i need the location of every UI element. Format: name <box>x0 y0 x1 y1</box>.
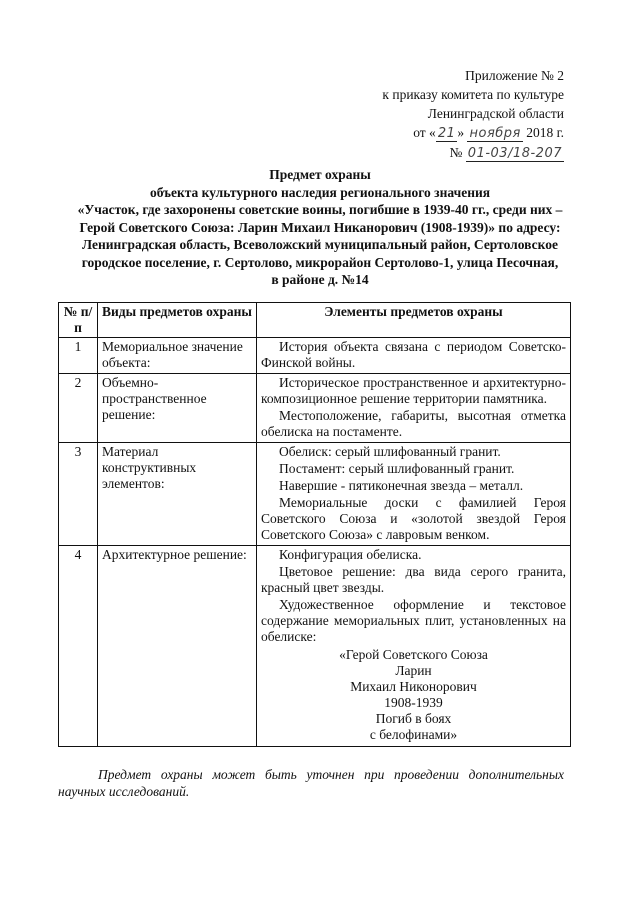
element-paragraph: Обелиск: серый шлифованный гранит. <box>279 444 501 459</box>
title-line-6: городское поселение, г. Сертолово, микрорайон Сертолово-1, улица Песочная, <box>81 254 559 270</box>
inscription-line: «Герой Советского Союза <box>339 647 488 662</box>
memorial-inscription <box>261 647 566 743</box>
element-paragraph: История объекта связана с периодом Советско-Финской войны. <box>261 339 566 370</box>
element-paragraph: Художественное оформление и текстовое содержание мемориальных плит, установленных на обелиске: <box>261 597 566 644</box>
inscription-line: 1908-1939 <box>384 695 443 710</box>
table-header-row <box>59 303 571 338</box>
row-num: 1 <box>59 338 98 374</box>
element-paragraph: Конфигурация обелиска. <box>279 547 422 562</box>
title-line-7: в районе д. №14 <box>271 272 369 287</box>
title-line-4: Герой Советского Союза: Ларин Михаил Никанорович (1908-1939)» по адресу: <box>79 219 561 235</box>
table-row <box>59 338 571 374</box>
inscription-line: Михаил Никонорович <box>350 679 477 694</box>
title-line-1: Предмет охраны <box>269 167 371 182</box>
appendix-number: Приложение № 2 <box>465 68 564 83</box>
header-elements: Элементы предметов охраны <box>257 303 571 338</box>
row-elements <box>257 338 571 374</box>
header-type: Виды предметов охраны <box>98 303 257 338</box>
date-mid: » <box>457 125 465 140</box>
row-type: Материал конструктивных элементов: <box>98 443 257 546</box>
table-row <box>59 546 571 747</box>
table-row <box>59 443 571 546</box>
element-paragraph: Историческое пространственное и архитектурно-композиционное решение территории памятника. <box>261 375 566 406</box>
row-type: Объемно-пространственное решение: <box>98 374 257 443</box>
order-reference: к приказу комитета по культуре <box>382 87 564 102</box>
title-line-3: «Участок, где захоронены советские воины, погибшие в 1939-40 гг., среди них – <box>77 202 563 217</box>
row-type: Архитектурное решение: <box>98 546 257 747</box>
element-paragraph: Постамент: серый шлифованный гранит. <box>279 461 515 476</box>
element-paragraph: Местоположение, габариты, высотная отметка обелиска на постаменте. <box>261 408 566 439</box>
element-paragraph: Навершие - пятиконечная звезда – металл. <box>279 478 524 493</box>
row-elements <box>257 443 571 546</box>
appendix-header <box>324 66 564 163</box>
element-paragraph: Мемориальные доски с фамилией Героя Советского Союза и «золотой звездой Героя Советского Союза» с лавровым венком. <box>261 495 566 542</box>
title-line-2: объекта культурного наследия регионального значения <box>149 184 491 200</box>
date-year: 2018 г. <box>526 125 564 140</box>
number-value: 01-03/18-207 <box>467 146 562 161</box>
number-prefix: № <box>449 145 463 160</box>
order-date <box>324 123 564 143</box>
region-name: Ленинградской области <box>427 106 564 121</box>
row-elements <box>257 546 571 747</box>
row-num: 4 <box>59 546 98 747</box>
title-line-5: Ленинградская область, Всеволожский муниципальный район, Сертоловское <box>82 237 558 252</box>
document-title <box>40 166 600 289</box>
date-day: 21 <box>437 126 456 141</box>
row-type: Мемориальное значение объекта: <box>98 338 257 374</box>
order-number <box>324 143 564 163</box>
element-paragraph: Цветовое решение: два вида серого гранита, красный цвет звезды. <box>261 564 566 595</box>
row-num: 2 <box>59 374 98 443</box>
protection-table <box>58 302 571 747</box>
table-row <box>59 374 571 443</box>
date-month: ноября <box>469 126 521 141</box>
row-elements <box>257 374 571 443</box>
header-num: № п/п <box>59 303 98 338</box>
inscription-line: с белофинами» <box>369 727 458 742</box>
inscription-line: Ларин <box>395 663 432 678</box>
date-prefix: от « <box>413 125 436 140</box>
row-num: 3 <box>59 443 98 546</box>
inscription-line: Погиб в боях <box>375 711 452 726</box>
footer-note: Предмет охраны может быть уточнен при проведении дополнительных научных исследований. <box>58 767 564 799</box>
